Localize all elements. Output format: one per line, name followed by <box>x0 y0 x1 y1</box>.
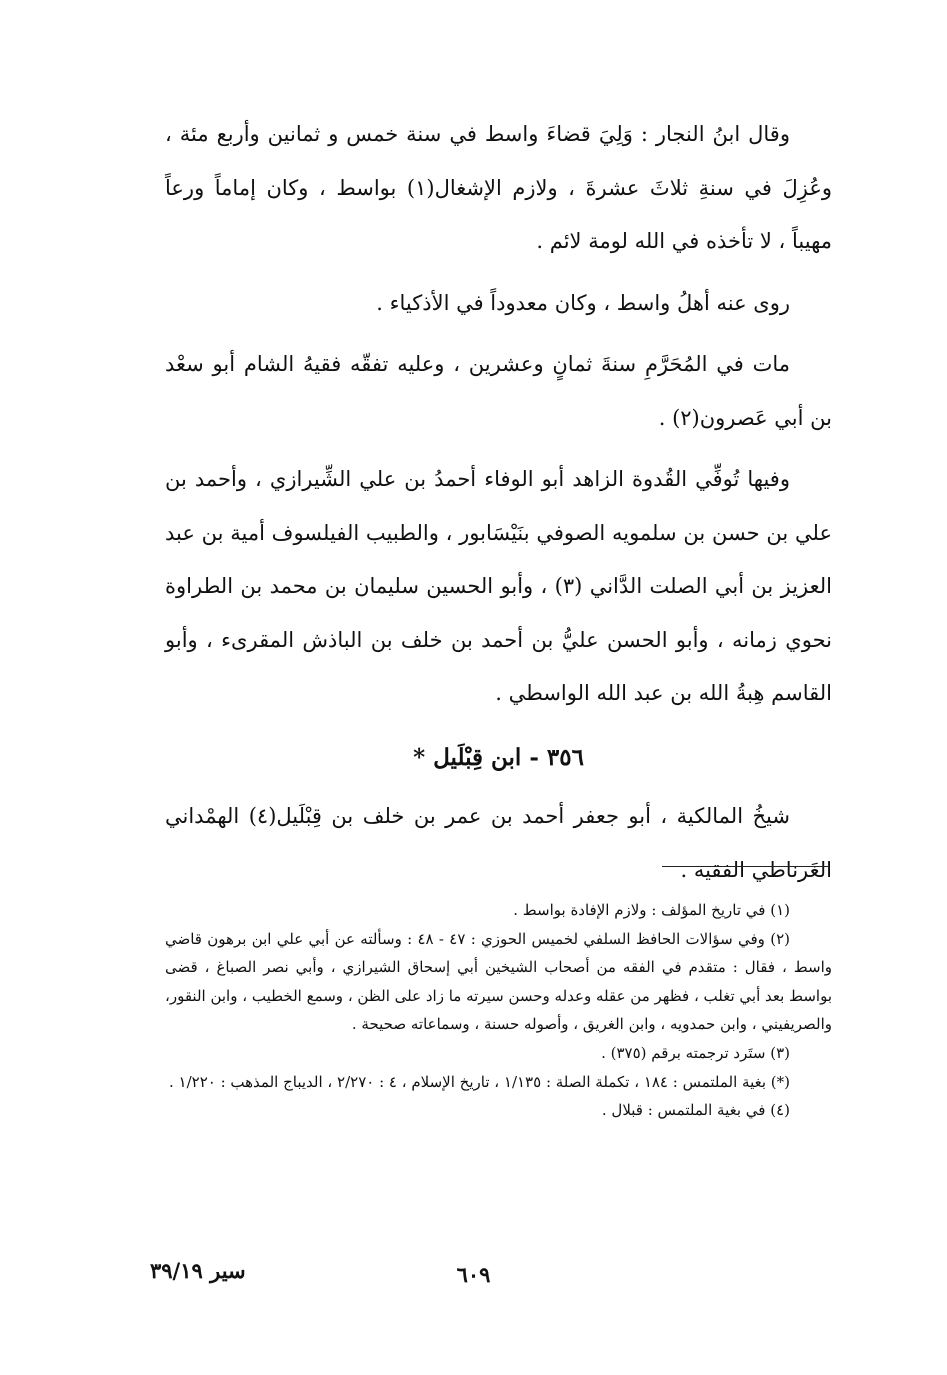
paragraph: وقال ابنُ النجار : وَلِيَ قضاءَ واسط في سنة خمس و ثمانين وأربع مئة ، وعُزِلَ في سنةِ ثلاثَ عشرةَ ، ولازم الإشغال(١) بواسط ، وكان إماماً ورعاً مهيباً ، لا تأخذه في الله لومة لائم . <box>165 122 832 253</box>
page-number: ٦٠٩ <box>456 1262 491 1287</box>
entry-bio: شيخُ المالكية ، أبو جعفر أحمد بن عمر بن خلف بن قِبْلَيل(٤) الهمْداني الغَرناطي الفقيه . <box>165 804 832 882</box>
footnote: (٤) في بغية الملتمس : قبلال . <box>601 1101 790 1120</box>
paragraph: مات في المُحَرَّمِ سنةَ ثمانٍ وعشرين ، وعليه تفقّه فقيهُ الشام أبو سعْد بن أبي عَصرون(٢) . <box>165 352 832 430</box>
footnote: (١) في تاريخ المؤلف : ولازم الإفادة بواسط . <box>513 901 790 919</box>
signature-mark: سير ٣٩/١٩ <box>150 1258 246 1283</box>
footnotes <box>165 896 832 1125</box>
footnote: (٣) ستَرد ترجمته برقم (٣٧٥) . <box>601 1043 790 1062</box>
paragraph: وفيها تُوفِّي القُدوة الزاهد أبو الوفاء أحمدُ بن علي الشِّيرازي ، وأحمد بن علي بن حسن بن سلمويه الصوفي بنَيْسَابور ، والطبيب الفيلسوف أمية بن عبد العزيز بن أبي الصلت الدَّاني (٣) ، وأبو الحسين سليمان بن محمد بن الطراوة نحوي زمانه ، وأبو الحسن عليُّ بن أحمد بن خلف بن الباذش المقرىء ، وأبو القاسم هِبةُ الله بن عبد الله الواسطي . <box>165 467 833 705</box>
footnote: (٢) وفي سؤالات الحافظ السلفي لخميس الحوزي : ٤٧ - ٤٨ : وسألته عن أبي علي ابن برهون قاضي واسط ، فقال : متقدم في الفقه من أصحاب الشيخين أبي إسحاق الشيرازي ، وأبي نصر الصباغ ، قضى بواسط بعد أبي تغلب ، فظهر من عقله وعدله وحسن سيرته ما زاد على الظن ، وسمع الخطيب ، وابن النقور، والصريفيني ، وابن حمدويه ، وابن الغريق ، وأصوله حسنة ، وسماعاته صحيحة . <box>165 929 832 1034</box>
entry-heading: ٣٥٦ - ابن قِبْلَيل * <box>413 743 584 771</box>
paragraph: روى عنه أهلُ واسط ، وكان معدوداً في الأذكياء . <box>376 290 790 315</box>
footnote-divider <box>662 866 830 867</box>
footnote: (*) بغية الملتمس : ١٨٤ ، تكملة الصلة : ١/١٣٥ ، تاريخ الإسلام ، ٤ : ٢/٢٧٠ ، الديباج المذهب : ١/٢٢٠ . <box>168 1072 790 1091</box>
main-text <box>165 108 832 897</box>
